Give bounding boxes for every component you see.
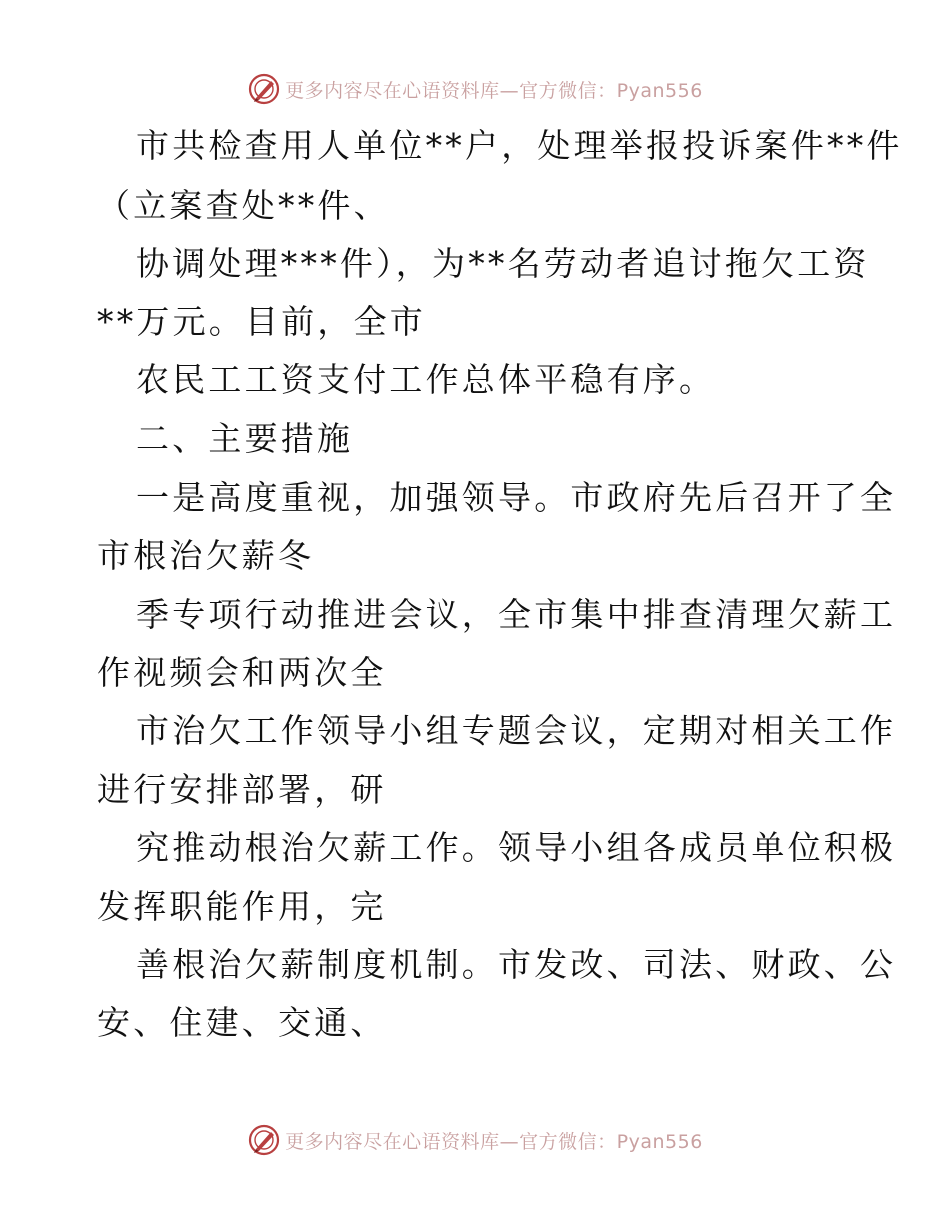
header-watermark	[0, 72, 950, 106]
body-line: 季专项行动推进会议，全市集中排查清理欠薪工	[136, 595, 897, 634]
body-line: 市根治欠薪冬	[97, 536, 315, 575]
body-line: （立案查处**件、	[97, 186, 390, 225]
body-line: 究推动根治欠薪工作。领导小组各成员单位积极	[136, 828, 897, 867]
body-line: 发挥职能作用，完	[97, 887, 387, 926]
body-line: **万元。目前，全市	[97, 302, 426, 341]
body-line: 农民工工资支付工作总体平稳有序。	[136, 360, 716, 399]
watermark-text: 更多内容尽在心语资料库—官方微信：Pyan556	[285, 1130, 703, 1153]
body-line: 市共检查用人单位**户，处理举报投诉案件**件	[136, 126, 903, 165]
pen-logo-icon	[247, 72, 281, 106]
footer-watermark	[0, 1123, 950, 1157]
body-line: 安、住建、交通、	[97, 1003, 387, 1042]
body-line: 协调处理***件），为**名劳动者追讨拖欠工资	[136, 244, 870, 283]
body-line: 一是高度重视，加强领导。市政府先后召开了全	[136, 478, 897, 517]
section-heading: 二、主要措施	[136, 419, 354, 458]
body-line: 进行安排部署，研	[97, 770, 387, 809]
body-line: 市治欠工作领导小组专题会议，定期对相关工作	[136, 711, 897, 750]
body-line: 作视频会和两次全	[97, 653, 387, 692]
watermark-text: 更多内容尽在心语资料库—官方微信：Pyan556	[285, 79, 703, 102]
pen-logo-icon	[247, 1123, 281, 1157]
body-line: 善根治欠薪制度机制。市发改、司法、财政、公	[136, 945, 897, 984]
